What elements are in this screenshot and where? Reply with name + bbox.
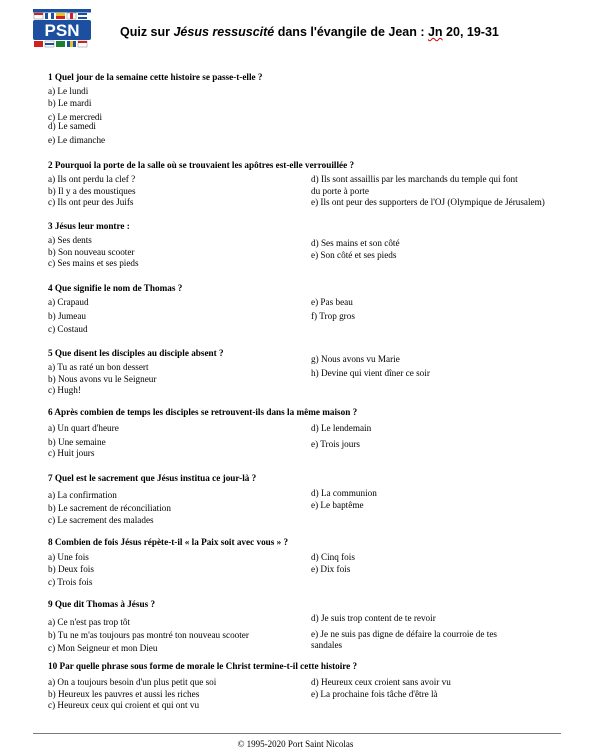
option-b: b) Deux fois (48, 563, 94, 574)
question-1 (48, 72, 568, 160)
psn-logo (33, 9, 91, 49)
option-b: b) Il y a des moustiques (48, 185, 136, 196)
option-a: a) Un quart d'heure (48, 423, 119, 434)
title-ref-book: Jn (427, 25, 443, 39)
option-c: c) Huit jours (48, 448, 95, 459)
footer-copyright: © 1995-2020 Port Saint Nicolas (237, 739, 354, 749)
option-c: c) Ses mains et ses pieds (48, 258, 139, 269)
title-reference (428, 25, 499, 39)
option-d: d) Je suis trop content de te revoir (311, 613, 436, 624)
question-8 (48, 537, 568, 599)
option-b: b) Une semaine (48, 436, 106, 447)
option-a: a) Ses dents (48, 235, 92, 246)
option-f: f) Trop gros (311, 310, 355, 321)
option-a: a) La confirmation (48, 490, 117, 501)
title-italic: Jésus ressuscité (173, 25, 275, 39)
option-c: c) Ils ont peur des Juifs (48, 197, 134, 208)
option-e: e) Dix fois (311, 563, 351, 574)
option-b: b) Nous avons vu le Seigneur (48, 373, 157, 384)
option-b: b) Le mardi (48, 97, 92, 108)
option-d: d) Ses mains et son côté (311, 238, 400, 249)
question-title: 7 Quel est le sacrement que Jésus institua ce jour-là ? (48, 473, 257, 483)
option-c: c) Hugh! (48, 385, 81, 396)
question-title: 2 Pourquoi la porte de la salle où se trouvaient les apôtres est-elle verrouillée ? (48, 160, 355, 170)
option-e: e) Trois jours (311, 438, 361, 449)
option-d: d) Ils sont assaillis par les marchands du temple qui font (311, 174, 518, 185)
question-title: 4 Que signifie le nom de Thomas ? (48, 283, 183, 293)
option-e: e) Le baptême (311, 499, 364, 510)
question-4 (48, 283, 568, 348)
question-2 (48, 160, 568, 221)
option-e: e) Son côté et ses pieds (311, 249, 397, 260)
question-7 (48, 473, 568, 537)
page-title (120, 25, 580, 39)
option-a: a) Le lundi (48, 86, 89, 97)
option-e: e) Pas beau (311, 297, 353, 308)
option-h: h) Devine qui vient dîner ce soir (311, 367, 430, 378)
option-b: b) Heureux les pauvres et aussi les riches (48, 688, 200, 699)
option-a: a) Ce n'est pas trop tôt (48, 617, 131, 628)
option-d: d) Cinq fois (311, 552, 355, 563)
flag-icons-row (34, 13, 87, 19)
option-a: a) Une fois (48, 552, 89, 563)
option-c: c) Heureux ceux qui croient et qui ont vu (48, 700, 200, 711)
question-9 (48, 599, 568, 661)
option-c: c) Trois fois (48, 577, 93, 588)
option-g: g) Nous avons vu Marie (311, 354, 400, 365)
option-c: c) Mon Seigneur et mon Dieu (48, 643, 158, 654)
question-title: 10 Par quelle phrase sous forme de morale le Christ termine-t-il cette histoire ? (48, 661, 358, 671)
question-3 (48, 221, 568, 283)
option-e: e) Le dimanche (48, 134, 106, 145)
option-d: d) Heureux ceux croient sans avoir vu (311, 677, 451, 688)
question-title: 3 Jésus leur montre : (48, 221, 130, 231)
option-c: c) Le sacrement des malades (48, 515, 154, 526)
option-e: e) La prochaine fois tâche d'être là (311, 688, 438, 699)
option-c: c) Costaud (48, 324, 88, 335)
option-a: a) Ils ont perdu la clef ? (48, 174, 136, 185)
question-title: 1 Quel jour de la semaine cette histoire se passe-t-elle ? (48, 72, 263, 82)
question-10 (48, 661, 568, 712)
option-d: d) Le lendemain (311, 423, 372, 434)
option-e: e) Je ne suis pas digne de défaire la courroie de tes sandales (311, 628, 497, 651)
title-mid: dans l'évangile de Jean : (274, 25, 428, 39)
footer-divider (33, 733, 561, 734)
option-d: d) La communion (311, 488, 377, 499)
option-d: d) Le samedi (48, 121, 96, 132)
option-b: b) Le sacrement de réconciliation (48, 502, 171, 513)
option-b: b) Son nouveau scooter (48, 246, 135, 257)
flag-icons-row-bottom (34, 41, 87, 47)
title-prefix: Quiz sur (120, 25, 174, 39)
question-title: 5 Que disent les disciples au disciple absent ? (48, 348, 224, 358)
question-title: 6 Après combien de temps les disciples se retrouvent-ils dans la même maison ? (48, 407, 358, 417)
option-b: b) Jumeau (48, 310, 87, 321)
logo-text: PSN (44, 21, 80, 40)
option-a: a) On a toujours besoin d'un plus petit que soi (48, 677, 217, 688)
option-d-continued: du porte à porte (311, 185, 369, 196)
question-title: 9 Que dit Thomas à Jésus ? (48, 599, 156, 609)
question-title: 8 Combien de fois Jésus répète-t-il « la Paix soit avec vous » ? (48, 537, 289, 547)
question-5 (48, 348, 568, 407)
question-6 (48, 407, 568, 473)
option-e: e) Ils ont peur des supporters de l'OJ (Olympique de Jérusalem) (311, 197, 545, 208)
question-list (48, 72, 568, 712)
option-a: a) Tu as raté un bon dessert (48, 362, 149, 373)
option-a: a) Crapaud (48, 297, 89, 308)
option-c: c) Le mercredi (48, 112, 103, 123)
title-ref-verses: 20, 19-31 (442, 25, 499, 39)
option-b: b) Tu ne m'as toujours pas montré ton nouveau scooter (48, 629, 249, 640)
